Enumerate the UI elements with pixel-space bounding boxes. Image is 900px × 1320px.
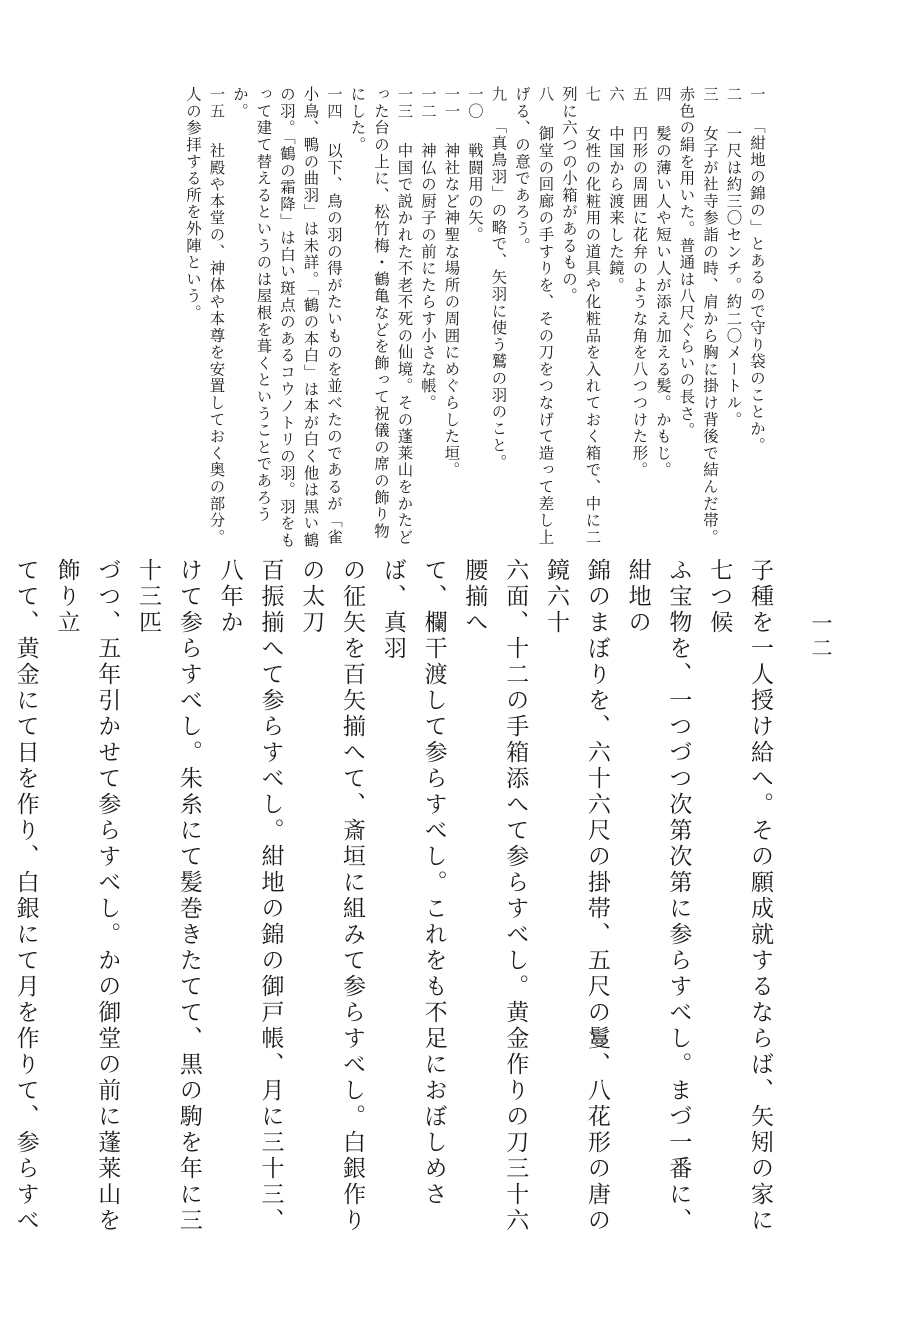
note-number: 一三 [395,86,414,120]
note-item [439,86,463,556]
text-line: 百振揃へて参らすべし。紺地の錦の御戸帳、月に三十三、八年か [216,558,284,1234]
note-text: 中国から渡来した鏡。 [607,125,625,294]
note-item [627,86,651,556]
note-item [416,86,440,556]
note-item [486,86,510,556]
note-item [345,86,416,556]
note-item [228,86,346,556]
note-number: 一二 [419,86,437,120]
text-line: 六面、十二の手箱添へて参らすべし。黄金作りの刀三十六腰揃へ [461,558,529,1234]
note-text: 神社など神聖な場所の周囲にめぐらした垣。 [442,142,461,479]
page-number: 一二 [809,612,833,662]
note-item [721,86,745,556]
note-item [463,86,487,556]
note-item [557,86,604,556]
note-item [181,86,228,556]
note-item [651,86,675,556]
note-number: 八 [536,86,555,103]
note-item [510,86,557,556]
note-text: 神仏の厨子の前にたらす小さな帳。 [419,142,437,412]
note-text: 「紺地の錦の」とあるので守り袋のことか。 [748,125,766,454]
note-number: 一四 [325,86,343,120]
text-line: 錦のまぼりを、六十六尺の掛帯、五尺の鬘、八花形の唐の鏡六十 [543,558,610,1234]
note-number: 一一 [442,86,461,120]
note-text: 以下、鳥の羽の得がたいものを並べたのであるが「雀小鳥、鴨の曲羽」は未詳。「鶴の本白」は本が白く他は黒い鶴の羽。「鶴の霜降」は白い斑点のあるコウノトリの羽。羽をもって建て替えるというのは屋根を葺くということであろうか。 [231,86,343,549]
note-number: 一〇 [466,86,484,120]
note-text: 女性の化粧用の道具や化粧品を入れておく箱で、中に二列に六つの小箱があるもの。 [560,86,602,546]
annotation-notes [128,86,768,556]
note-item [674,86,721,556]
note-item [604,86,628,556]
text-line: ふ宝物を、一つづつ次第次第に参らすべし。まづ一番に、紺地の [624,558,692,1234]
note-text: 戦闘用の矢。 [466,142,484,244]
note-number: 一 [748,86,766,103]
text-line: てて、黄金にて日を作り、白銀にて月を作りて、参らすべ [12,558,39,1234]
note-number: 三 [701,86,719,103]
note-text: 女子が社寺参詣の時、肩から胸に掛け背後で結んだ帯。赤色の絹を用いた。普通は八尺ぐらいの長さ。 [677,86,719,546]
note-text: 御堂の回廊の手すりを、その刀をつなげて造って差し上げる、の意であろう。 [513,86,555,546]
text-line: の征矢を百矢揃へて、斎垣に組みて参らすべし。白銀作りの太刀 [298,558,366,1234]
note-number: 六 [607,86,625,103]
note-text: 一尺は約三〇センチ。約二〇メートル。 [724,125,743,429]
note-text: 髪の薄い人や短い人が添え加える髪。かもじ。 [654,125,672,479]
note-number: 九 [489,86,508,103]
note-text: 社殿や本堂の、神体や本尊を安置しておく奥の部分。人の参拝する所を外陣という。 [184,86,226,546]
text-line: 子種を一人授け給へ。その願成就するならば、矢矧の家に七つ候 [706,558,773,1234]
text-line: けて参らすべし。朱糸にて髪巻きたてて、黒の駒を年に三十三匹 [135,558,202,1234]
note-text: 中国で説かれた不老不死の仙境。その蓬莱山をかたどった台の上に、松竹梅・鶴亀などを飾って祝儀の席の飾り物にした。 [348,86,414,546]
note-item [745,86,769,556]
note-text: 「真鳥羽」の略で、矢羽に使う鷲の羽のこと。 [489,125,508,471]
note-number: 四 [654,86,672,103]
note-number: 七 [583,86,602,103]
main-text [12,558,780,1248]
note-number: 二 [724,86,743,103]
note-number: 五 [630,86,649,103]
note-text: 円形の周囲に花弁のような角を八つつけた形。 [630,125,649,479]
text-line: て、欄干渡して参らすべし。これをも不足におぼしめさば、真羽 [379,558,447,1208]
note-number: 一五 [207,86,226,120]
text-line: づつ、五年引かせて参らすべし。かの御堂の前に蓬莱山を飾り立 [53,558,121,1234]
